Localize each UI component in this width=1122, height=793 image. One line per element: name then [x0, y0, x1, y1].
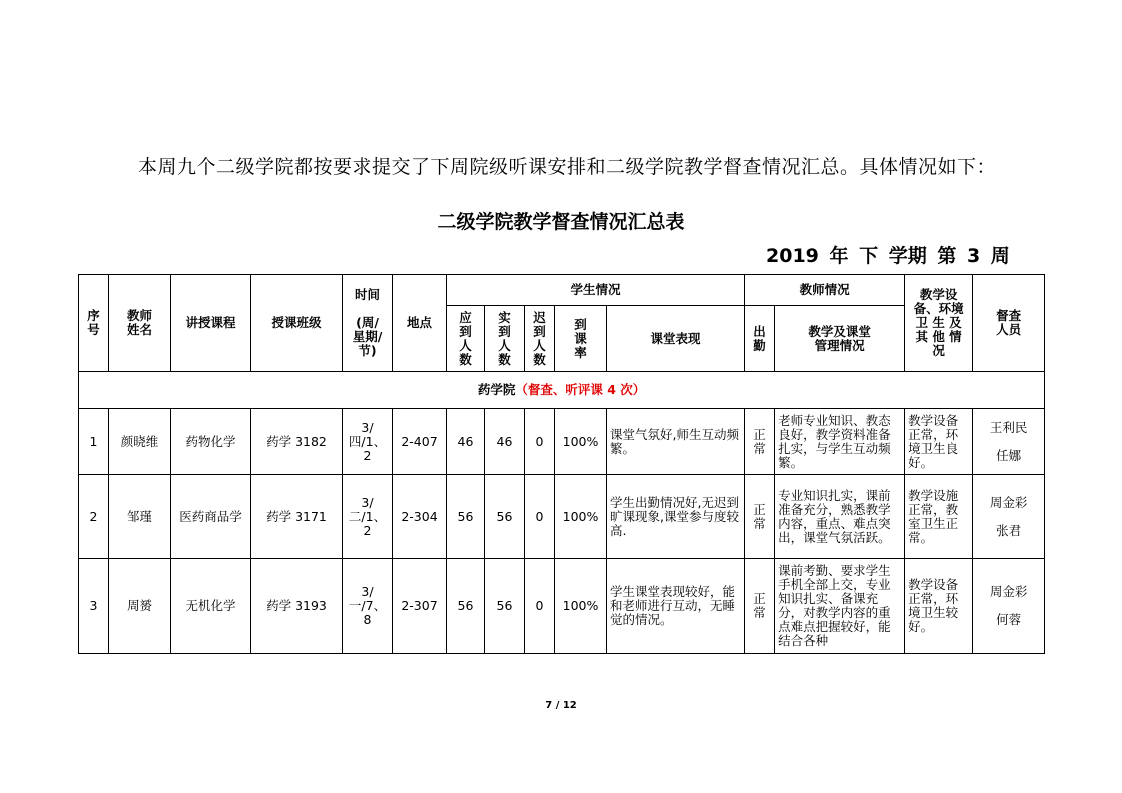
section-name: 药学院 [477, 382, 516, 397]
row-seq: 2 [79, 475, 109, 559]
row-place: 2-304 [393, 475, 447, 559]
row-attendance: 正常 [745, 409, 775, 475]
row-late: 0 [525, 409, 555, 475]
row-class: 药学 3171 [251, 475, 343, 559]
row-time: 3/一/7、8 [343, 559, 393, 654]
row-management: 课前考勤、要求学生手机全部上交，专业知识扎实、备课充分，对教学内容的重点难点把握较好，能结合各种 [775, 559, 905, 654]
header-teacher: 教师 姓名 [109, 275, 171, 372]
row-seq: 1 [79, 409, 109, 475]
row-inspectors [973, 409, 1045, 475]
row-actual: 46 [485, 409, 525, 475]
row-course: 医药商品学 [171, 475, 251, 559]
header-teacher-group: 教师情况 [745, 275, 905, 306]
row-place: 2-307 [393, 559, 447, 654]
inspection-table [78, 274, 1045, 654]
table-row [79, 409, 1045, 475]
row-performance: 学生课堂表现较好，能和老师进行互动，无睡觉的情况。 [607, 559, 745, 654]
row-expected: 46 [447, 409, 485, 475]
header-late: 迟 到 人 数 [525, 306, 555, 372]
row-expected: 56 [447, 475, 485, 559]
row-performance: 学生出勤情况好,无迟到旷课现象,课堂参与度较高. [607, 475, 745, 559]
header-rate: 到 课 率 [555, 306, 607, 372]
row-actual: 56 [485, 475, 525, 559]
row-place: 2-407 [393, 409, 447, 475]
inspector-name: 任娜 [996, 447, 1022, 463]
row-course: 无机化学 [171, 559, 251, 654]
row-rate: 100% [555, 475, 607, 559]
table-title: 二级学院教学督查情况汇总表 [437, 211, 685, 233]
header-attendance: 出 勤 [745, 306, 775, 372]
row-time: 3/四/1、2 [343, 409, 393, 475]
row-environment: 教学设备正常，环境卫生较好。 [905, 559, 973, 654]
header-actual: 实 到 人 数 [485, 306, 525, 372]
section-row [79, 372, 1045, 409]
row-environment: 教学设施正常，教室卫生正常。 [905, 475, 973, 559]
table-row [79, 559, 1045, 654]
table-row [79, 475, 1045, 559]
header-expected: 应 到 人 数 [447, 306, 485, 372]
header-seq: 序 号 [79, 275, 109, 372]
row-class: 药学 3182 [251, 409, 343, 475]
row-inspectors [973, 559, 1045, 654]
row-late: 0 [525, 475, 555, 559]
row-attendance: 正常 [745, 475, 775, 559]
row-late: 0 [525, 559, 555, 654]
row-management: 老师专业知识、教态良好，教学资料准备扎实，与学生互动频繁。 [775, 409, 905, 475]
row-course: 药物化学 [171, 409, 251, 475]
row-class: 药学 3193 [251, 559, 343, 654]
inspector-name: 王利民 [989, 419, 1028, 435]
row-attendance: 正常 [745, 559, 775, 654]
header-time: 时间 (周/ 星期/ 节) [343, 275, 393, 372]
header-environment: 教学设 备、环境 卫 生 及 其 他 情 况 [905, 275, 973, 372]
row-environment: 教学设备正常，环境卫生良好。 [905, 409, 973, 475]
header-inspectors: 督查 人员 [973, 275, 1045, 372]
page-number: 7 / 12 [545, 700, 577, 711]
row-expected: 56 [447, 559, 485, 654]
intro-paragraph: 本周九个二级学院都按要求提交了下周院级听课安排和二级学院教学督查情况汇总。具体情况如下： [138, 156, 997, 178]
row-performance: 课堂气氛好,师生互动频繁。 [607, 409, 745, 475]
header-management: 教学及课堂 管理情况 [775, 306, 905, 372]
row-actual: 56 [485, 559, 525, 654]
row-teacher: 周赟 [109, 559, 171, 654]
header-place: 地点 [393, 275, 447, 372]
row-time: 3/二/1、2 [343, 475, 393, 559]
row-rate: 100% [555, 409, 607, 475]
header-class: 授课班级 [251, 275, 343, 372]
section-cell [79, 372, 1045, 409]
row-teacher: 邹瑾 [109, 475, 171, 559]
section-note: （督查、听评课 4 次） [515, 382, 646, 397]
inspector-name: 张君 [996, 522, 1022, 538]
row-teacher: 颜晓维 [109, 409, 171, 475]
row-management: 专业知识扎实，课前准备充分，熟悉教学内容，重点、难点突出，课堂气氛活跃。 [775, 475, 905, 559]
row-seq: 3 [79, 559, 109, 654]
period-label: 2019 年 下 学期 第 3 周 [766, 245, 1010, 267]
row-inspectors [973, 475, 1045, 559]
inspector-name: 周金彩 [989, 584, 1028, 599]
inspector-name: 周金彩 [989, 494, 1028, 510]
header-student-group: 学生情况 [447, 275, 745, 306]
header-course: 讲授课程 [171, 275, 251, 372]
inspector-name: 何蓉 [996, 612, 1022, 627]
header-performance: 课堂表现 [607, 306, 745, 372]
row-rate: 100% [555, 559, 607, 654]
